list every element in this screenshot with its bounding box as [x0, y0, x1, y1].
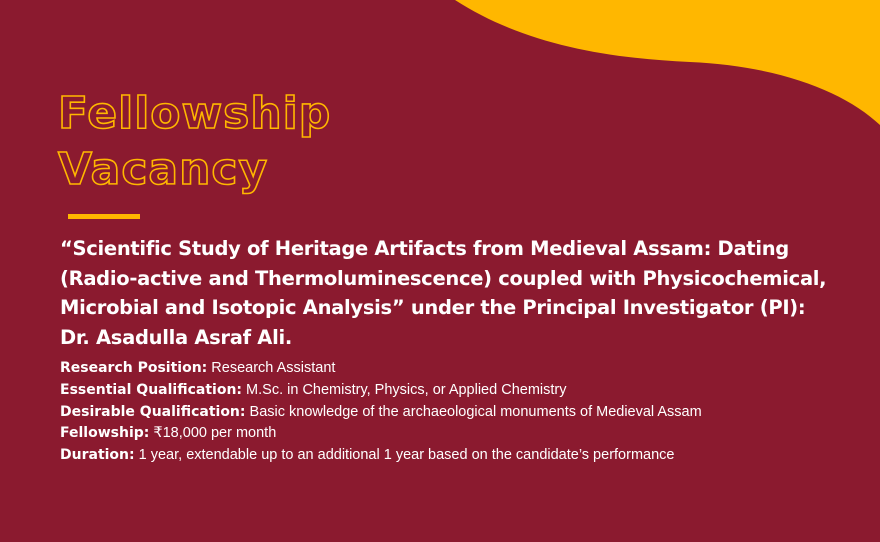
detail-fellowship: [60, 423, 850, 445]
detail-value: ₹18,000 per month: [149, 425, 277, 442]
detail-label: Essential Qualification:: [60, 381, 243, 398]
detail-value: Basic knowledge of the archaeological monuments of Medieval Assam: [245, 403, 702, 420]
title-underline: [68, 214, 140, 219]
detail-value: 1 year, extendable up to an additional 1 year based on the candidate’s performance: [134, 447, 675, 464]
detail-duration: [60, 445, 850, 467]
detail-label: Fellowship:: [60, 425, 150, 442]
details-list: [60, 358, 850, 467]
detail-value: Research Assistant: [207, 360, 336, 376]
detail-label: Research Position:: [60, 360, 208, 376]
title-line-1: Fellowship: [58, 88, 332, 139]
detail-essential-qualification: [60, 380, 850, 402]
detail-value: M.Sc. in Chemistry, Physics, or Applied Chemistry: [242, 381, 567, 398]
title-line-2: Vacancy: [58, 144, 269, 195]
detail-label: Desirable Qualification:: [60, 403, 246, 420]
detail-research-position: [60, 358, 850, 380]
page-title: [58, 86, 331, 198]
project-title: “Scientific Study of Heritage Artifacts from Medieval Assam: Dating (Radio-active and Thermoluminescence) coupled with Physicochemical, Microbial and Isotopic Analysis” under the Principal Investigator (PI): Dr. Asadulla Asraf Ali.: [60, 237, 827, 349]
detail-desirable-qualification: [60, 402, 850, 424]
detail-label: Duration:: [60, 447, 135, 464]
